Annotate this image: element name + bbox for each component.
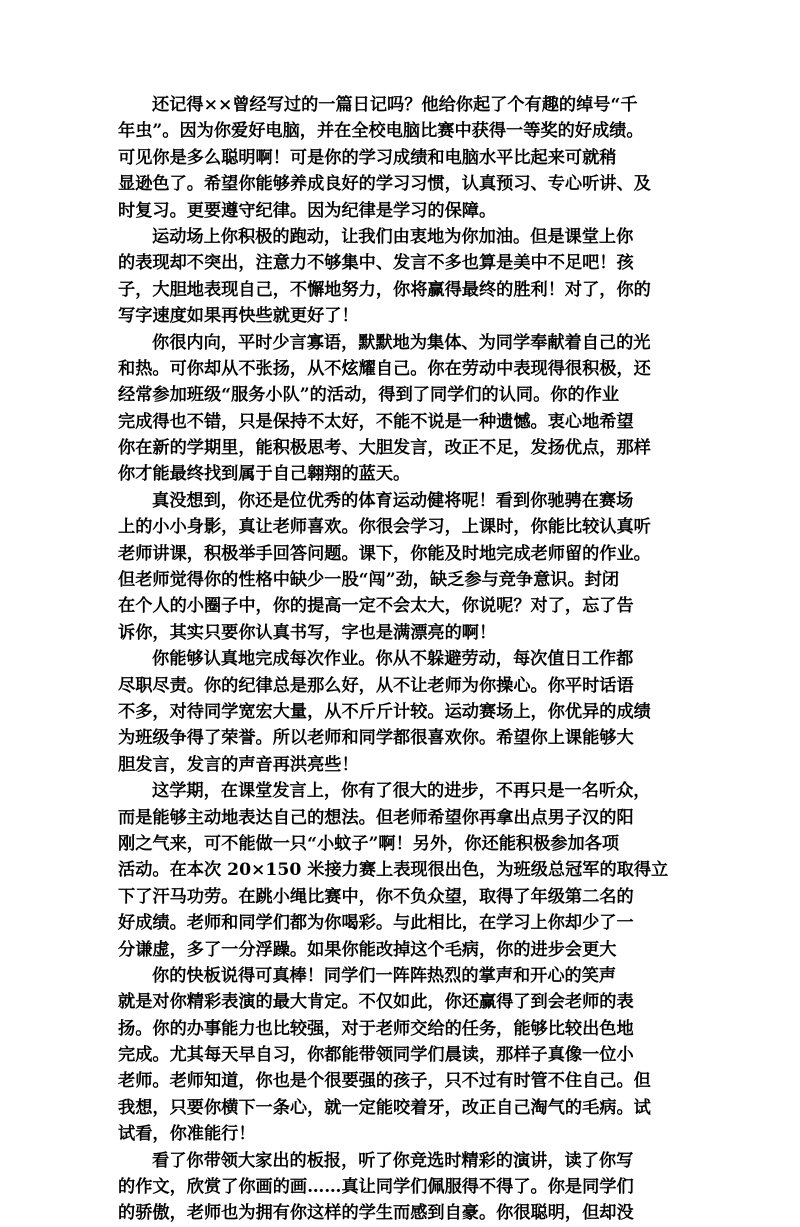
text-line: 胆发言，发言的声音再洪亮些！	[118, 754, 359, 775]
text-line: 你能够认真地完成每次作业。你从不躲避劳动，每次值日工作都	[152, 649, 634, 670]
text-line: 你很内向，平时少言寡语，默默地为集体、为同学奉献着自己的光	[152, 332, 651, 353]
text-line: 看了你带领大家出的板报，听了你竞选时精彩的演讲，读了你写	[152, 1150, 634, 1171]
text-line: 的骄傲，老师也为拥有你这样的学生而感到自豪。你很聪明，但却没	[118, 1203, 634, 1224]
text-line: 不多，对待同学宽宏大量，从不斤斤计较。运动赛场上，你优异的成绩	[118, 701, 651, 722]
text-line: 但老师觉得你的性格中缺少一股“闯”劲，缺乏参与竞争意识。封闭	[118, 570, 620, 591]
text-line: 老师。老师知道，你也是个很要强的孩子，只不过有时管不住自己。但	[118, 1071, 651, 1092]
text-line: 你才能最终找到属于自己翱翔的蓝天。	[118, 464, 411, 485]
text-line: 的作文，欣赏了你画的画……真让同学们佩服得不得了。你是同学们	[118, 1177, 634, 1198]
text-line: 扬。你的办事能力也比较强，对于老师交给的任务，能够比较出色地	[118, 1018, 634, 1039]
paragraph	[118, 646, 688, 778]
text-line: 在个人的小圈子中，你的提高一定不会太大，你说呢？对了，忘了告	[118, 596, 634, 617]
text-line: 就是对你精彩表演的最大肯定。不仅如此，你还赢得了到会老师的表	[118, 992, 634, 1013]
text-line: 写字速度如果再快些就更好了！	[118, 306, 359, 327]
text-line: 还记得××曾经写过的一篇日记吗？他给你起了个有趣的绰号“千	[152, 95, 638, 115]
text-line: 显逊色了。希望你能够养成良好的学习习惯，认真预习、专心听讲、及	[118, 174, 651, 195]
paragraph	[118, 330, 688, 488]
text-line: 运动场上你积极的跑动，让我们由衷地为你加油。但是课堂上你	[152, 226, 634, 247]
paragraph	[118, 963, 688, 1148]
text-line: 完成得也不错，只是保持不太好，不能不说是一种遗憾。衷心地希望	[118, 411, 634, 432]
text-line: 子，大胆地表现自己，不懈地努力，你将赢得最终的胜利！对了，你的	[118, 279, 651, 300]
text-line: 和热。可你却从不张扬，从不炫耀自己。你在劳动中表现得很积极，还	[118, 358, 651, 379]
text-line: 为班级争得了荣誉。所以老师和同学都很喜欢你。希望你上课能够大	[118, 728, 634, 749]
text-line: 你在新的学期里，能积极思考、大胆发言，改正不足，发扬优点，那样	[118, 438, 651, 459]
text-line: 可见你是多么聪明啊！可是你的学习成绩和电脑水平比起来可就稍	[118, 147, 617, 168]
text-line: 老师讲课，积极举手回答问题。课下，你能及时地完成老师留的作业。	[118, 543, 651, 564]
text-line: 真没想到，你还是位优秀的体育运动健将呢！看到你驰骋在赛场	[152, 490, 634, 511]
text-line: 分谦虚，多了一分浮躁。如果你能改掉这个毛病，你的进步会更大	[118, 939, 617, 960]
text-line: 诉你，其实只要你认真书写，字也是满漂亮的啊！	[118, 622, 497, 643]
text-line: 下了汗马功劳。在跳小绳比赛中，你不负众望，取得了年级第二名的	[118, 886, 634, 907]
paragraph	[118, 778, 688, 963]
paragraph	[118, 488, 688, 646]
text-line: 上的小小身影，真让老师喜欢。你很会学习，上课时，你能比较认真听	[118, 517, 651, 538]
text-line: 完成。尤其每天早自习，你都能带领同学们晨读，那样子真像一位小	[118, 1045, 634, 1066]
text-line: 的表现却不突出，注意力不够集中、发言不多也算是美中不足吧！孩	[118, 253, 634, 274]
paragraph	[118, 224, 688, 330]
text-line: 我想，只要你横下一条心，就一定能咬着牙，改正自己淘气的毛病。试	[118, 1097, 651, 1118]
text-line: 活动。在本次 20×150 米接力赛上表现很出色，为班级总冠军的取得立	[118, 860, 669, 881]
text-line: 经常参加班级“服务小队”的活动，得到了同学们的认同。你的作业	[118, 385, 620, 406]
text-line: 好成绩。老师和同学们都为你喝彩。与此相比，在学习上你却少了一	[118, 913, 634, 934]
paragraph	[118, 92, 688, 224]
text-line: 年虫”。因为你爱好电脑，并在全校电脑比赛中获得一等奖的好成绩。	[118, 121, 644, 142]
document-body	[118, 92, 688, 1227]
text-line: 试看，你准能行！	[118, 1124, 256, 1145]
text-line: 这学期，在课堂发言上，你有了很大的进步，不再只是一名听众，	[152, 781, 651, 802]
text-line: 尽职尽责。你的纪律总是那么好，从不让老师为你操心。你平时话语	[118, 675, 634, 696]
text-line: 而是能够主动地表达自己的想法。但老师希望你再拿出点男子汉的阳	[118, 807, 634, 828]
paragraph	[118, 1148, 688, 1227]
text-line: 刚之气来，可不能做一只“小蚊子”啊！另外，你还能积极参加各项	[118, 833, 620, 854]
text-line: 你的快板说得可真棒！同学们一阵阵热烈的掌声和开心的笑声	[152, 965, 617, 986]
text-line: 时复习。更要遵守纪律。因为纪律是学习的保障。	[118, 200, 497, 221]
